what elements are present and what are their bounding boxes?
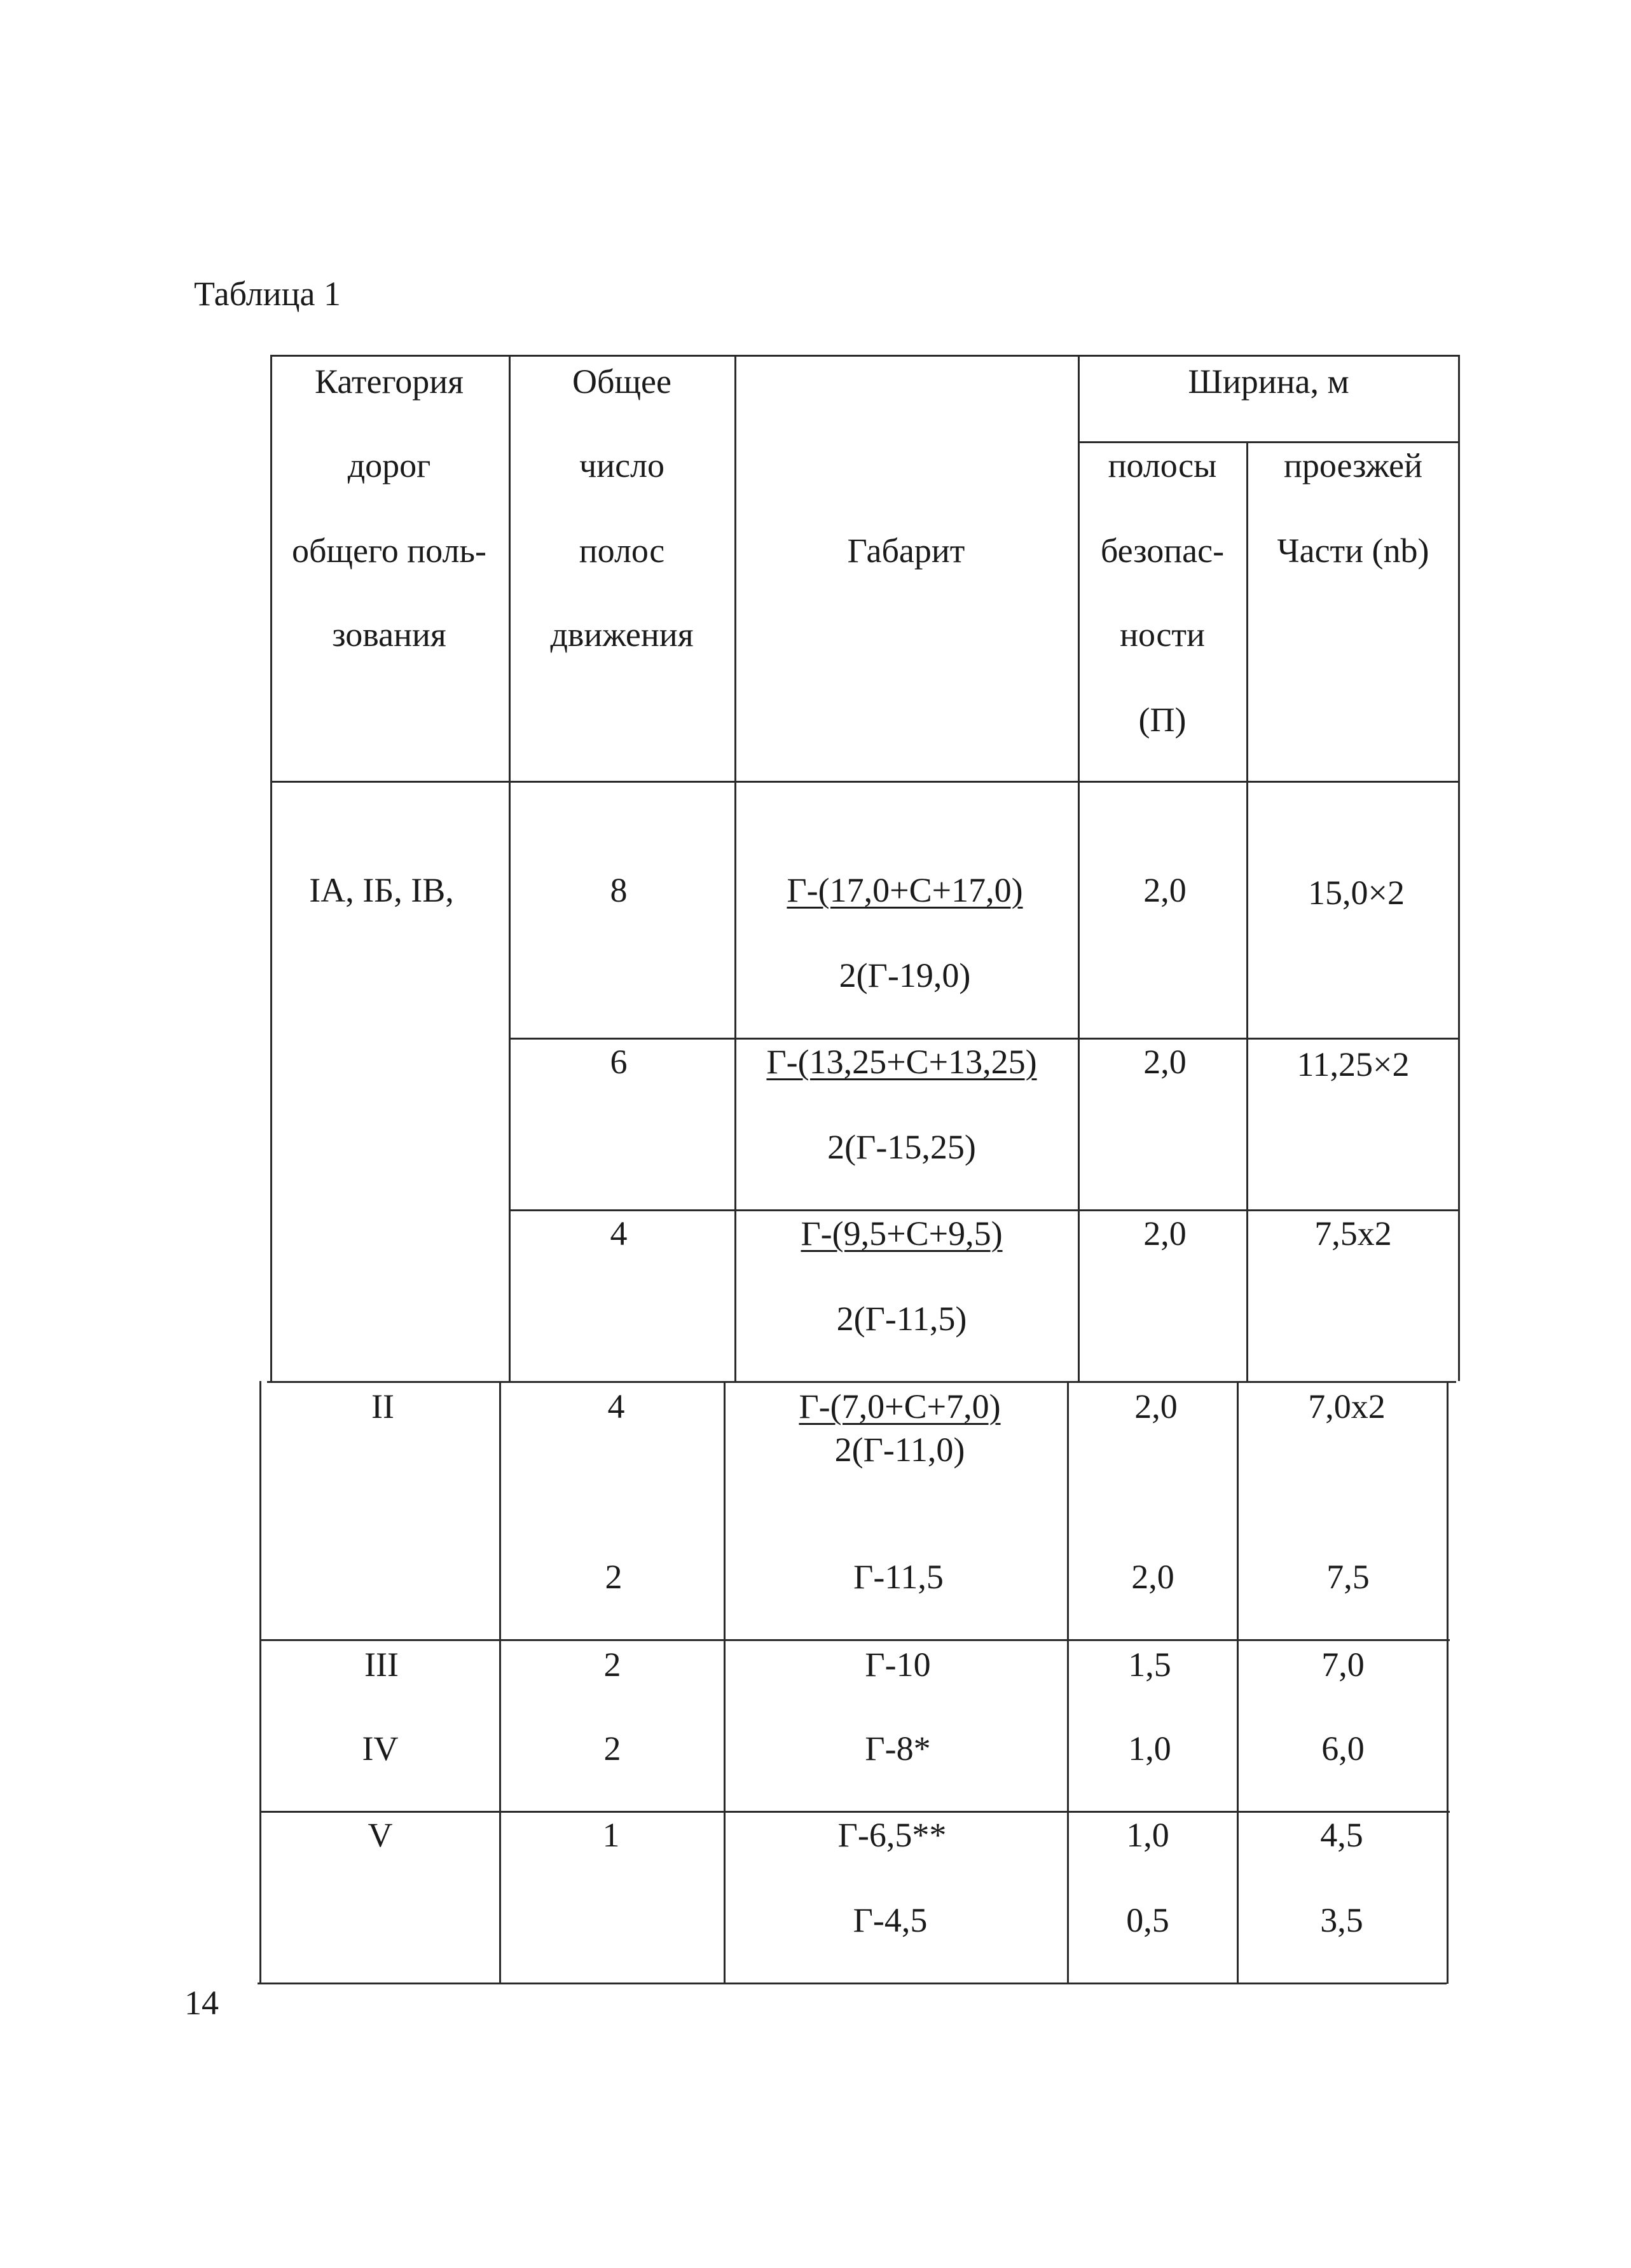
- header-gabarit: Габарит: [847, 532, 965, 570]
- row6-category: III: [364, 1646, 399, 1684]
- row9-gabarit: Г-4,5: [853, 1901, 928, 1939]
- table-border-bottom: [258, 1983, 1447, 1984]
- column-divider-2-lower: [724, 1381, 726, 1984]
- table-border-left-lower: [259, 1381, 261, 1984]
- header-lanes-line-1: Общее: [572, 362, 671, 401]
- row-divider-6-4: [509, 1209, 1459, 1211]
- row6-safety: 1,5: [1128, 1646, 1171, 1684]
- row3-gabarit-top: Г-(9,5+С+9,5): [801, 1214, 1003, 1253]
- table-border-top: [270, 355, 1459, 357]
- table-border-right: [1458, 355, 1460, 1381]
- row2-gabarit-bottom: 2(Г-15,25): [827, 1128, 976, 1166]
- header-lanes-line-4: движения: [550, 615, 694, 654]
- row-divider-II-III: [261, 1639, 1450, 1641]
- row7-lanes: 2: [603, 1729, 621, 1768]
- row8-lanes: 1: [602, 1816, 620, 1854]
- row1-gabarit-bottom: 2(Г-19,0): [839, 956, 971, 994]
- row3-safety: 2,0: [1143, 1214, 1187, 1253]
- row9-safety: 0,5: [1126, 1901, 1169, 1939]
- header-safety-line-3: ности: [1120, 615, 1205, 654]
- header-carriageway-line-1: проезжей: [1283, 446, 1423, 485]
- row4-lanes: 4: [607, 1387, 625, 1426]
- row1-category: IА, IБ, IВ,: [309, 871, 454, 909]
- row7-safety: 1,0: [1128, 1729, 1171, 1768]
- row-divider-I-II: [267, 1381, 1456, 1383]
- header-category-line-1: Категория: [315, 362, 464, 401]
- row8-category: V: [368, 1816, 393, 1854]
- row-divider-IV-V: [261, 1811, 1450, 1813]
- header-carriageway-line-2: Части (nb): [1277, 532, 1429, 570]
- row6-carriageway: 7,0: [1321, 1646, 1365, 1684]
- row3-gabarit-bottom: 2(Г-11,5): [836, 1300, 967, 1338]
- table-border-right-lower: [1447, 1381, 1449, 1984]
- header-lanes-line-3: полос: [579, 532, 665, 570]
- row5-carriageway: 7,5: [1326, 1558, 1370, 1596]
- column-divider-3-lower: [1067, 1381, 1069, 1984]
- column-divider-4-lower: [1237, 1381, 1239, 1984]
- header-category-line-4: зования: [332, 615, 446, 654]
- row2-lanes: 6: [610, 1043, 628, 1081]
- row4-safety: 2,0: [1134, 1387, 1178, 1426]
- row5-safety: 2,0: [1131, 1558, 1174, 1596]
- page-number: 14: [184, 1984, 219, 2022]
- row-divider-8-6: [509, 1038, 1459, 1040]
- header-category-line-3: общего поль-: [291, 532, 487, 570]
- row2-carriageway: 11,25×2: [1297, 1045, 1410, 1083]
- row1-lanes: 8: [610, 871, 628, 909]
- row7-category: IV: [362, 1729, 399, 1768]
- header-safety-line-4: (П): [1138, 701, 1187, 739]
- column-divider-1: [509, 355, 511, 1381]
- row4-carriageway: 7,0х2: [1308, 1387, 1386, 1426]
- header-width-group: Ширина, м: [1188, 362, 1349, 401]
- row7-carriageway: 6,0: [1321, 1729, 1365, 1768]
- row7-gabarit: Г-8*: [865, 1729, 931, 1768]
- row5-lanes: 2: [605, 1558, 623, 1596]
- column-divider-4: [1246, 441, 1248, 1381]
- row2-safety: 2,0: [1143, 1043, 1187, 1081]
- width-group-divider: [1079, 441, 1459, 443]
- table-caption: Таблица 1: [194, 275, 341, 313]
- row4-gabarit-top: Г-(7,0+С+7,0): [799, 1387, 1001, 1426]
- row4-category: II: [371, 1387, 394, 1426]
- row1-carriageway: 15,0×2: [1308, 874, 1405, 912]
- column-divider-3: [1078, 355, 1080, 1381]
- header-safety-line-1: полосы: [1108, 446, 1217, 485]
- row3-carriageway: 7,5х2: [1314, 1214, 1392, 1253]
- row6-lanes: 2: [603, 1646, 621, 1684]
- header-lanes-line-2: число: [579, 446, 664, 485]
- row8-safety: 1,0: [1126, 1816, 1169, 1854]
- header-category-line-2: дорог: [347, 446, 431, 485]
- column-divider-1-lower: [499, 1381, 501, 1984]
- row5-gabarit: Г-11,5: [853, 1558, 944, 1596]
- row2-gabarit-top: Г-(13,25+С+13,25): [766, 1043, 1037, 1081]
- row8-carriageway: 4,5: [1320, 1816, 1363, 1854]
- row3-lanes: 4: [610, 1214, 628, 1253]
- row1-safety: 2,0: [1143, 871, 1187, 909]
- header-divider: [270, 781, 1459, 783]
- row4-gabarit-bottom: 2(Г-11,0): [834, 1431, 965, 1469]
- row1-gabarit-top: Г-(17,0+С+17,0): [787, 871, 1023, 909]
- row6-gabarit: Г-10: [865, 1646, 931, 1684]
- row8-gabarit: Г-6,5**: [837, 1816, 947, 1854]
- table-border-left: [270, 355, 272, 1381]
- header-safety-line-2: безопас-: [1100, 532, 1225, 570]
- row9-carriageway: 3,5: [1320, 1901, 1363, 1939]
- column-divider-2: [734, 355, 736, 1381]
